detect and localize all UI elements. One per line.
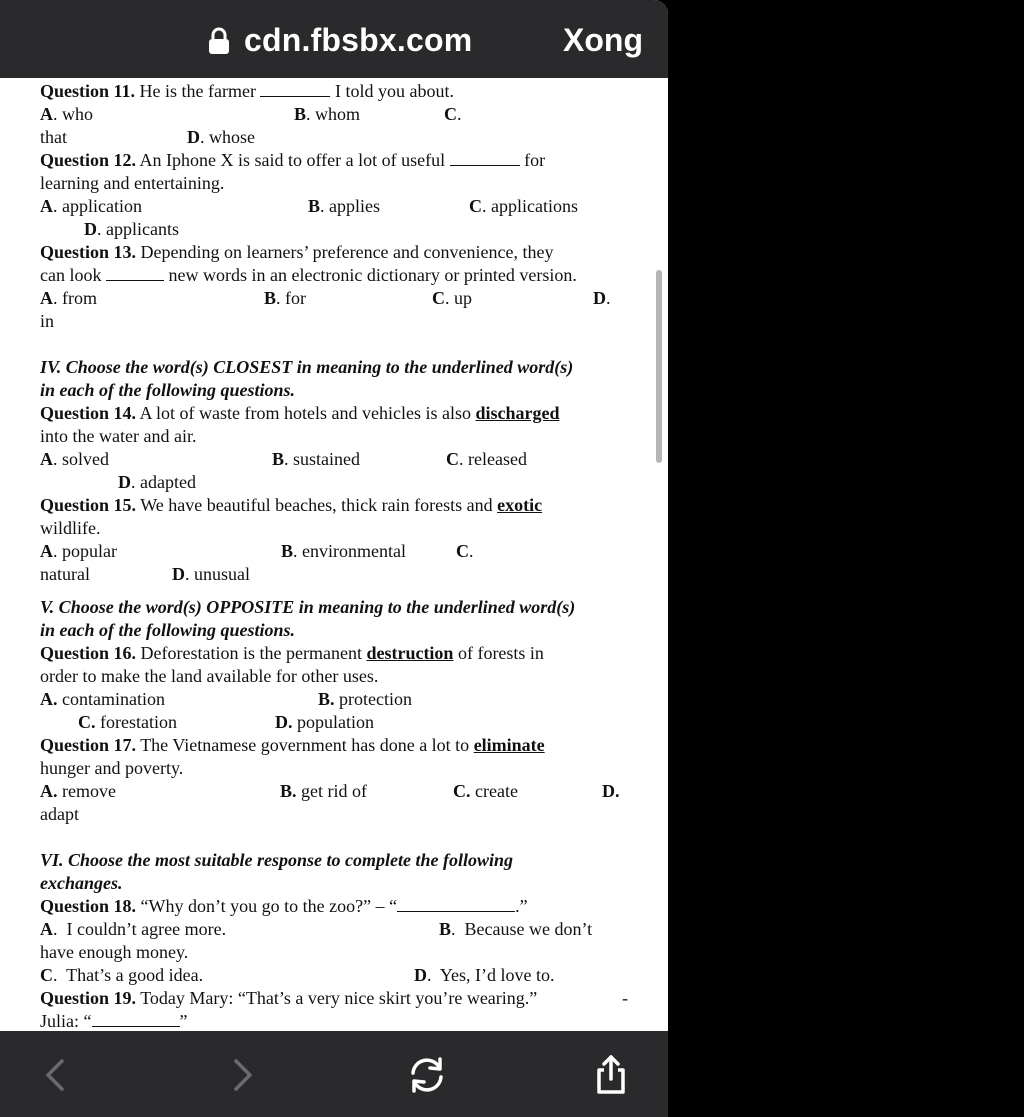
scrollbar[interactable]: [656, 270, 662, 463]
q17-stem-line2: hunger and poverty.: [40, 758, 184, 778]
q13-blank: [106, 265, 164, 281]
done-button[interactable]: Xong: [563, 21, 643, 58]
q12-option-b: B. applies: [308, 196, 381, 216]
q18-blank: [397, 896, 515, 912]
reload-icon: [405, 1053, 449, 1097]
q14-label: Question 14.: [40, 403, 137, 423]
url-text: cdn.fbsbx.com: [244, 21, 473, 58]
q12-label: Question 12.: [40, 150, 137, 170]
q14-stem: Question 14. A lot of waste from hotels and vehicles is also discharged: [40, 403, 560, 423]
q12-option-d: D. applicants: [84, 219, 179, 239]
q12-option-a: A. application: [40, 196, 142, 216]
q13-option-d: D.: [593, 288, 611, 308]
q18-option-b-text: have enough money.: [40, 942, 189, 962]
q16-option-c: C. forestation: [78, 712, 177, 732]
q16-stem: Question 16. Deforestation is the permanent destruction of forests in: [40, 643, 544, 663]
q13-option-a: A. from: [40, 288, 97, 308]
q13-stem-line2: can look new words in an electronic dictionary or printed version.: [40, 265, 577, 285]
q15-option-c-text: natural: [40, 564, 90, 584]
q13-label: Question 13.: [40, 242, 137, 262]
q17-option-c: C. create: [453, 781, 518, 801]
q18-option-d: D. Yes, I’d love to.: [414, 965, 555, 985]
q17-option-a: A. remove: [40, 781, 116, 801]
q14-option-a: A. solved: [40, 449, 109, 469]
q18-option-c: C. That’s a good idea.: [40, 965, 204, 985]
q15-stem-line2: wildlife.: [40, 518, 101, 538]
browser-top-bar: [0, 0, 668, 78]
q11-option-b: B. whom: [294, 104, 361, 124]
section-iv-heading: IV. Choose the word(s) CLOSEST in meaning to the underlined word(s): [40, 357, 574, 377]
reload-button[interactable]: [405, 1053, 449, 1097]
q15-option-b: B. environmental: [281, 541, 406, 561]
q19-dash: -: [622, 988, 628, 1008]
q13-stem: Question 13. Depending on learners’ preference and convenience, they: [40, 242, 554, 262]
q17-option-d: D.: [602, 781, 620, 801]
q15-underlined-word: exotic: [497, 495, 543, 515]
q17-stem: Question 17. The Vietnamese government has done a lot to eliminate: [40, 735, 545, 755]
chevron-right-icon: [220, 1053, 264, 1097]
browser-bottom-bar: [0, 1031, 668, 1117]
lock-icon: [208, 26, 230, 54]
chevron-left-icon: [34, 1053, 78, 1097]
q11-text-after: I told you about.: [330, 81, 454, 101]
section-vi-heading-line2: exchanges.: [40, 873, 123, 893]
q16-option-b: B. protection: [318, 689, 412, 709]
q19-stem: Question 19. Today Mary: “That’s a very nice skirt you’re wearing.”: [40, 988, 538, 1008]
q11-option-c: C.: [444, 104, 462, 124]
q16-underlined-word: destruction: [366, 643, 454, 663]
q16-option-d: D. population: [275, 712, 374, 732]
q18-option-a: A. I couldn’t agree more.: [40, 919, 227, 939]
q14-underlined-word: discharged: [475, 403, 560, 423]
q18-stem: Question 18. “Why don’t you go to the zoo?” – “ .”: [40, 896, 528, 916]
q11-option-d: D. whose: [187, 127, 255, 147]
q11-text: He is the farmer: [135, 81, 261, 101]
q16-label: Question 16.: [40, 643, 137, 663]
q11-option-a: A. who: [40, 104, 93, 124]
q17-label: Question 17.: [40, 735, 137, 755]
q13-option-c: C. up: [432, 288, 472, 308]
section-vi-heading: VI. Choose the most suitable response to complete the following: [40, 850, 514, 870]
q14-option-b: B. sustained: [272, 449, 361, 469]
address-bar[interactable]: [208, 20, 472, 60]
q11-stem: [40, 80, 454, 103]
q11-label: Question 11.: [40, 81, 136, 101]
share-button[interactable]: [589, 1053, 633, 1097]
section-iv-heading-line2: in each of the following questions.: [40, 380, 296, 400]
q13-option-d-text: in: [40, 311, 55, 331]
q15-option-d: D. unusual: [172, 564, 250, 584]
q19-label: Question 19.: [40, 988, 137, 1008]
q18-option-b: B. Because we don’t: [439, 919, 593, 939]
q19-stem-line2: Julia: “ ”: [40, 1011, 188, 1031]
q17-option-b: B. get rid of: [280, 781, 367, 801]
q18-label: Question 18.: [40, 896, 137, 916]
section-v-heading-line2: in each of the following questions.: [40, 620, 296, 640]
q15-option-c: C.: [456, 541, 474, 561]
q15-option-a: A. popular: [40, 541, 117, 561]
q16-stem-line2: order to make the land available for other uses.: [40, 666, 379, 686]
q12-stem-line2: learning and entertaining.: [40, 173, 225, 193]
forward-button[interactable]: [220, 1053, 264, 1097]
section-v-heading: V. Choose the word(s) OPPOSITE in meaning to the underlined word(s): [40, 597, 576, 617]
q13-option-b: B. for: [264, 288, 307, 308]
q12-option-c: C. applications: [469, 196, 578, 216]
q12-blank: [450, 150, 520, 166]
q12-stem: Question 12. An Iphone X is said to offer a lot of useful for: [40, 150, 546, 170]
q19-blank: [92, 1011, 180, 1027]
q14-option-c: C. released: [446, 449, 527, 469]
q14-option-d: D. adapted: [118, 472, 196, 492]
q17-option-d-text: adapt: [40, 804, 79, 824]
share-icon: [589, 1053, 633, 1097]
document-content: [40, 78, 640, 1031]
q15-label: Question 15.: [40, 495, 137, 515]
q11-option-c-text: that: [40, 127, 67, 147]
q17-underlined-word: eliminate: [473, 735, 545, 755]
q14-stem-line2: into the water and air.: [40, 426, 197, 446]
q16-option-a: A. contamination: [40, 689, 165, 709]
q15-stem: Question 15. We have beautiful beaches, thick rain forests and exotic: [40, 495, 543, 515]
back-button[interactable]: [34, 1053, 78, 1097]
q11-blank: [260, 81, 330, 97]
